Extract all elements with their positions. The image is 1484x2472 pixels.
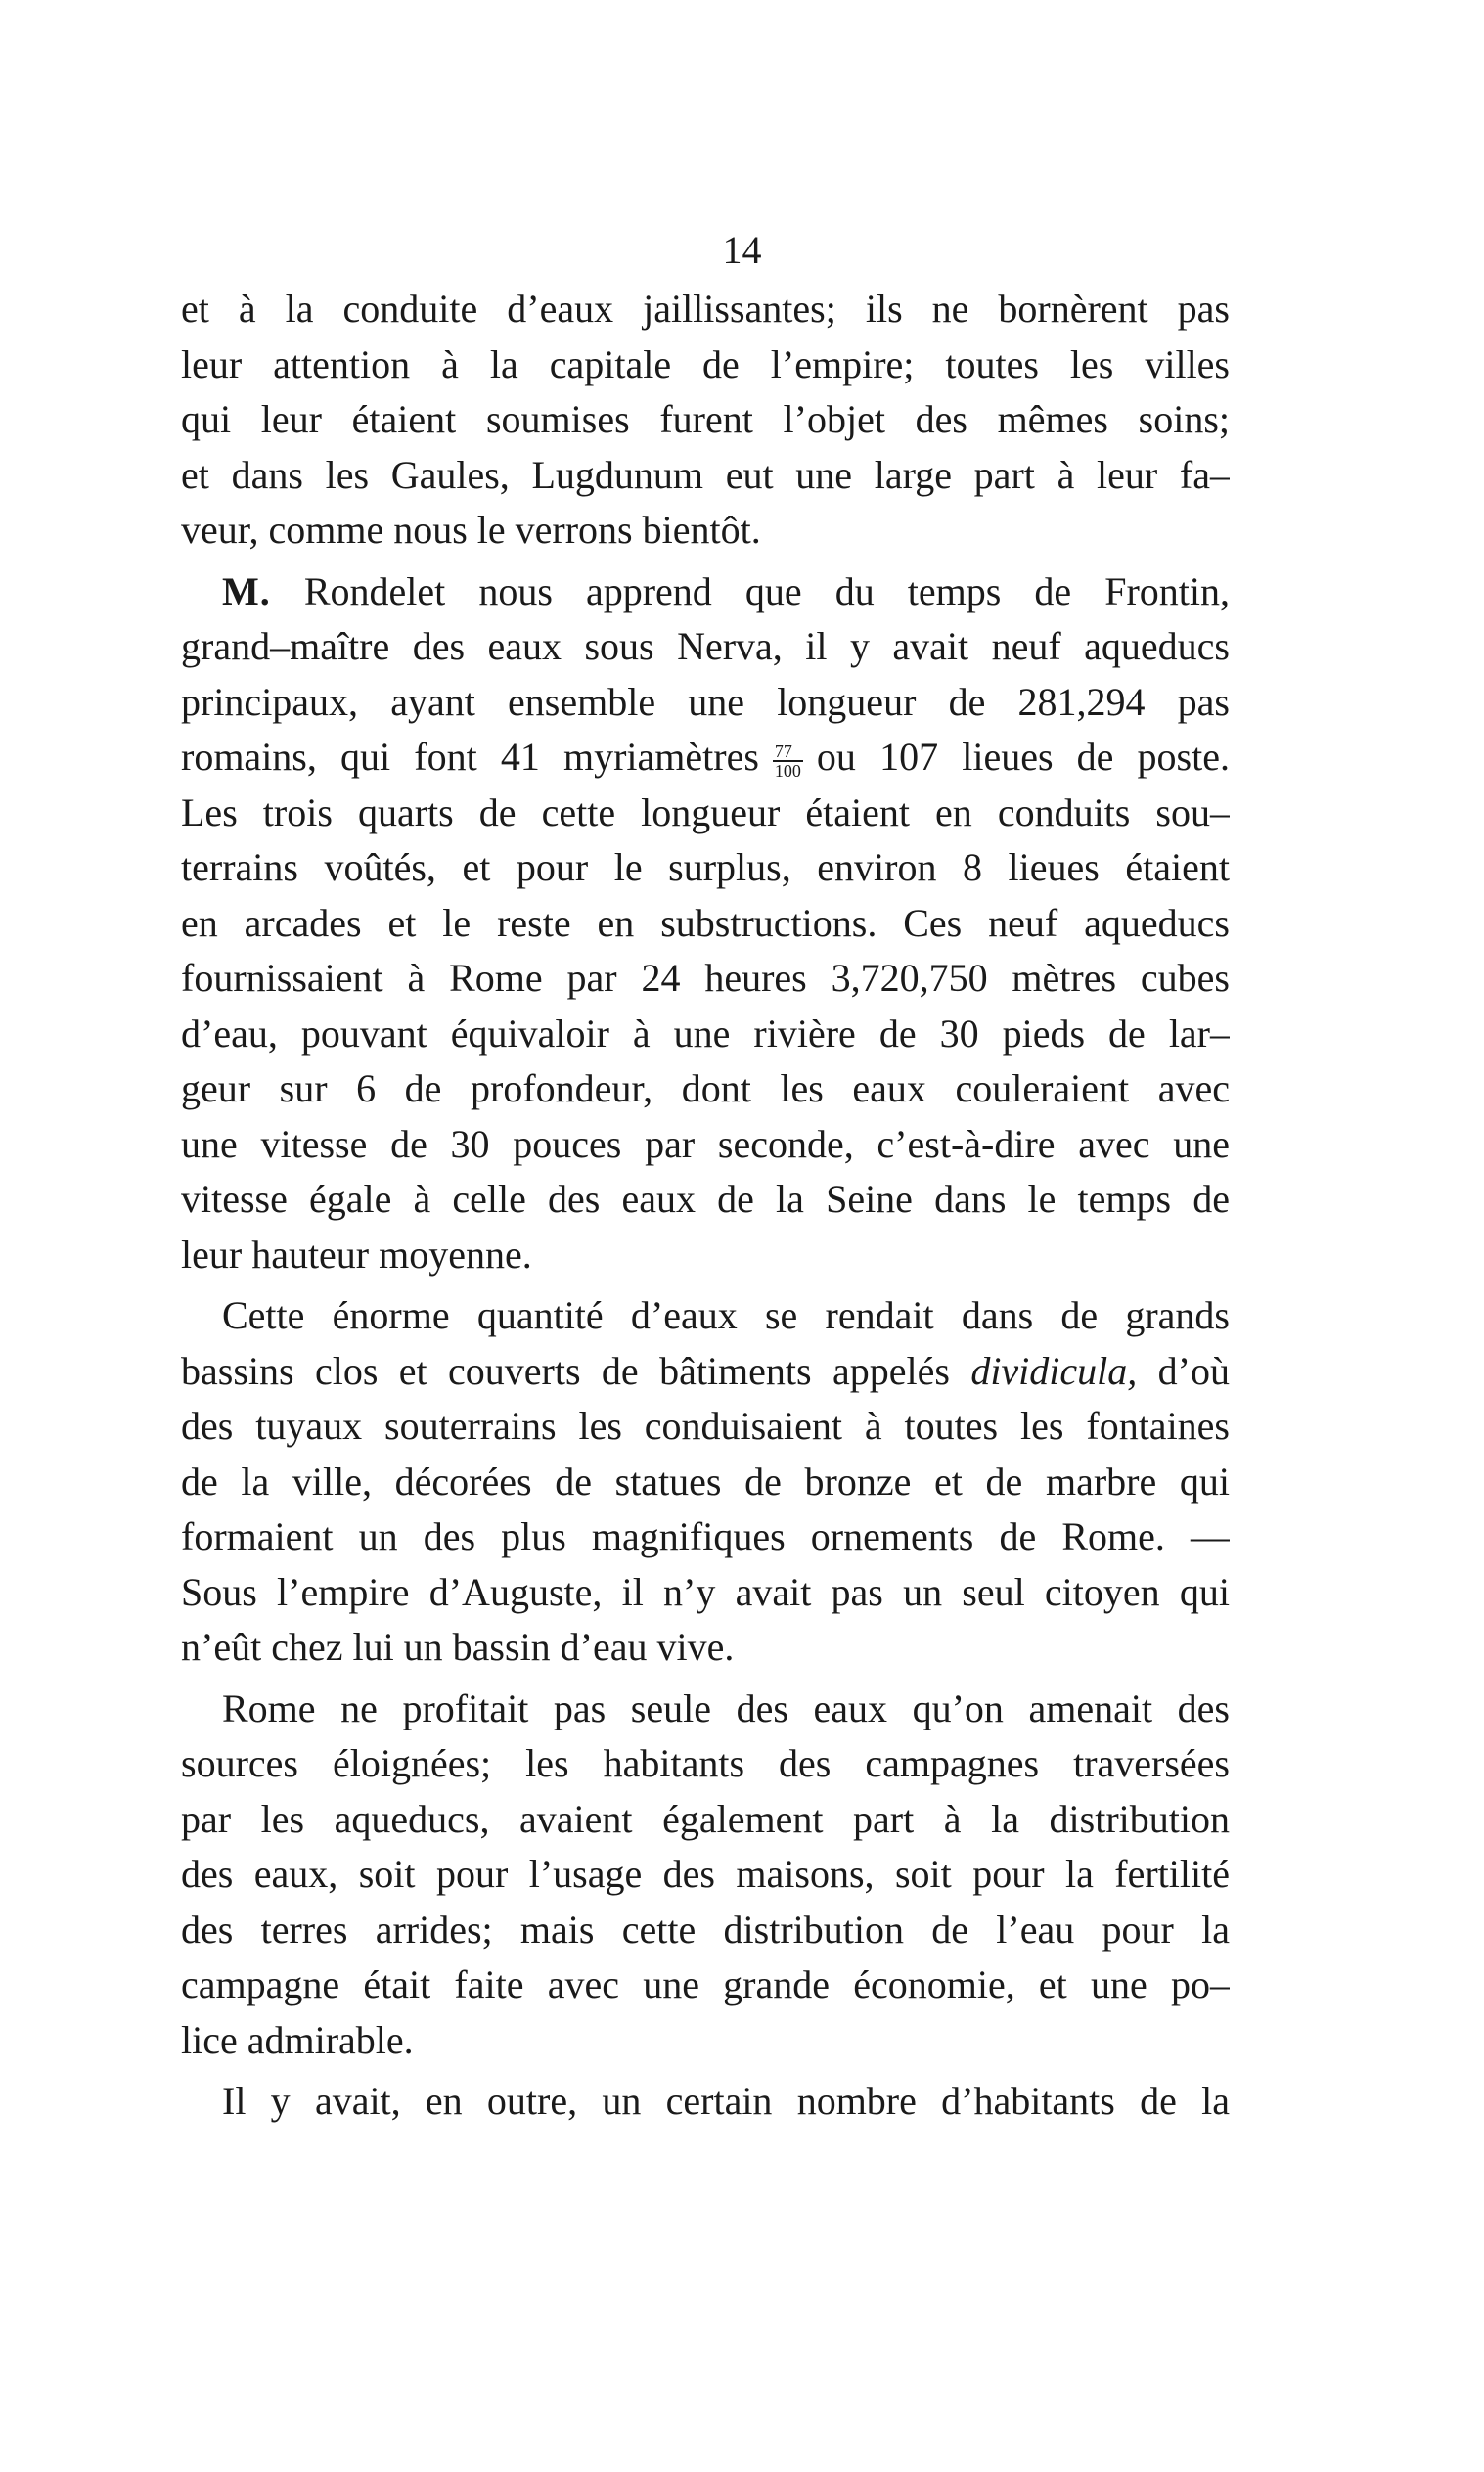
text-line: d’eau, pouvant équivaloir à une rivière de 30 pieds de lar– [181, 1011, 1230, 1056]
text-line: terrains voûtés, et pour le surplus, environ 8 lieues étaient [181, 845, 1230, 889]
text-line: sources éloignées; les habitants des campagnes traversées [181, 1741, 1230, 1785]
text-line: leur hauteur moyenne. [181, 1232, 532, 1277]
text-line: leur attention à la capitale de l’empire; toutes les villes [181, 341, 1230, 386]
text-line: n’eût chez lui un bassin d’eau vive. [181, 1625, 735, 1669]
fraction [773, 742, 803, 780]
fraction-numerator: 77 [773, 742, 803, 762]
fraction-denominator: 100 [774, 760, 801, 781]
text-line: des terres arrides; mais cette distribution de l’eau pour la [181, 1907, 1230, 1952]
text-line: Il y avait, en outre, un certain nombre d’habitants de la [222, 2079, 1230, 2123]
text-line: campagne était faite avec une grande économie, et une po– [181, 1962, 1230, 2006]
text-line: principaux, ayant ensemble une longueur de 281,294 pas [181, 679, 1230, 724]
text-fragment: ou 107 lieues de poste. [816, 735, 1230, 779]
text-line: une vitesse de 30 pouces par seconde, c’est-à-dire avec une [181, 1121, 1230, 1166]
text-line [181, 730, 1230, 786]
text-line: des eaux, soit pour l’usage des maisons, soit pour la fertilité [181, 1852, 1230, 1896]
text-line: de la ville, décorées de statues de bronze et de marbre qui [181, 1459, 1230, 1504]
text-line: Cette énorme quantité d’eaux se rendait dans de grands [222, 1293, 1230, 1337]
text-fragment: d’où [1157, 1348, 1230, 1393]
text-line: Sous l’empire d’Auguste, il n’y avait pas un seul citoyen qui [181, 1569, 1230, 1614]
page-number: 14 [722, 228, 762, 272]
text-line: lice admirable. [181, 2017, 414, 2062]
text-line: et dans les Gaules, Lugdunum eut une large part à leur fa– [181, 452, 1230, 497]
text-line: fournissaient à Rome par 24 heures 3,720,750 mètres cubes [181, 956, 1230, 1000]
text-line: et à la conduite d’eaux jaillissantes; ils ne bornèrent pas [181, 287, 1230, 331]
text-line: qui leur étaient soumises furent l’objet des mêmes soins; [181, 397, 1230, 441]
text-line: formaient un des plus magnifiques ornements de Rome. — [181, 1514, 1230, 1558]
text-line: par les aqueducs, avaient également part à la distribution [181, 1796, 1230, 1841]
text-line: des tuyaux souterrains les conduisaient à toutes les fontaines [181, 1404, 1230, 1448]
text-line: Rome ne profitait pas seule des eaux qu’on amenait des [222, 1685, 1230, 1730]
text-fragment: bassins clos et couverts de bâtiments appelés [181, 1348, 950, 1393]
body-text [181, 282, 1230, 2130]
text-line: veur, comme nous le verrons bientôt. [181, 508, 761, 552]
paragraph-1 [181, 282, 1230, 559]
text-line: en arcades et le reste en substructions. Ces neuf aqueducs [181, 900, 1230, 945]
text-line: Les trois quarts de cette longueur étaient en conduits sou– [181, 789, 1230, 834]
paragraph-4 [181, 1682, 1230, 2069]
italic-term: dividicula, [970, 1348, 1138, 1393]
text-line [181, 1344, 1230, 1400]
paragraph-3 [181, 1288, 1230, 1676]
text-line: geur sur 6 de profondeur, dont les eaux couleraient avec [181, 1066, 1230, 1110]
text-fragment: Rondelet nous apprend que du temps de Frontin, [303, 568, 1230, 613]
text-line: vitesse égale à celle des eaux de la Seine dans le temps de [181, 1177, 1230, 1221]
paragraph-5 [181, 2074, 1230, 2130]
paragraph-2 [181, 564, 1230, 1283]
honorific-prefix: M. [222, 568, 271, 613]
text-line [181, 564, 1230, 620]
text-line: grand–maître des eaux sous Nerva, il y avait neuf aqueducs [181, 624, 1230, 668]
text-fragment: romains, qui font 41 myriamètres [181, 735, 759, 779]
